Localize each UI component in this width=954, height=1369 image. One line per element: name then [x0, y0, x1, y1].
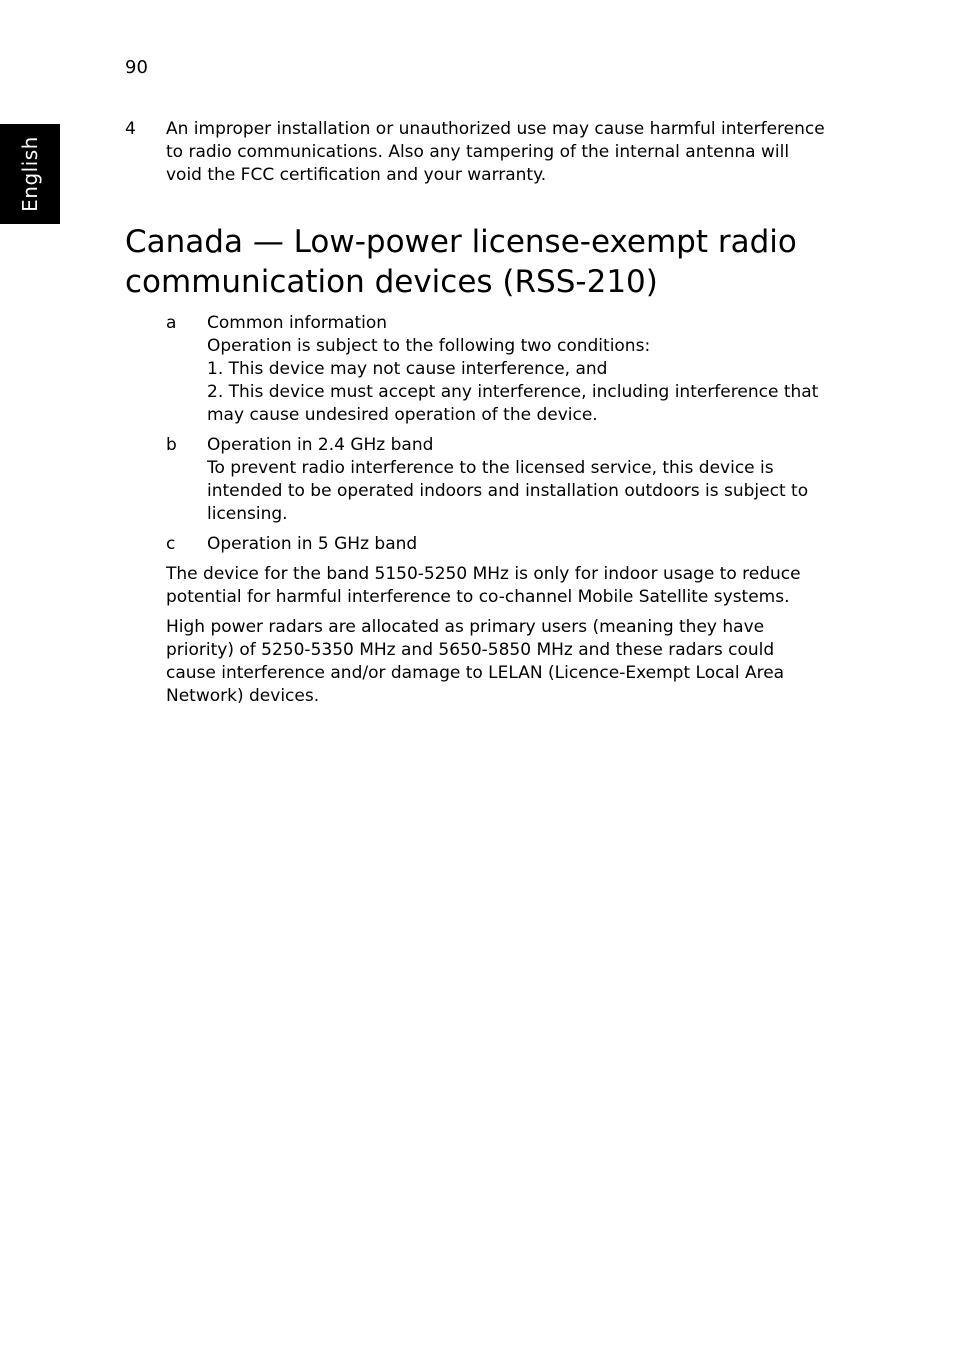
list-item-line: 2. This device must accept any interference, including interference that may cause undesired operation of the device. [207, 382, 819, 425]
list-item-line: Operation is subject to the following two conditions: [207, 336, 651, 356]
note-text: An improper installation or unauthorized use may cause harmful interference to radio communications. Also any tampering of the internal antenna will void the FCC certification and your warranty. [166, 119, 825, 185]
list-item-body [207, 434, 826, 526]
list-item-c [166, 533, 826, 556]
language-tab-label: English [18, 136, 42, 212]
condition-list [166, 312, 826, 563]
list-item-title: Common information [207, 313, 388, 333]
list-item-line: To prevent radio interference to the licensed service, this device is intended to be operated indoors and installation outdoors is subject to licensing. [207, 458, 809, 524]
list-item-title: Operation in 2.4 GHz band [207, 435, 434, 455]
list-item-body [207, 312, 826, 427]
body-paragraph: The device for the band 5150-5250 MHz is only for indoor usage to reduce potential for harmful interference to co-channel Mobile Satellite systems. [166, 564, 801, 607]
list-item-title: Operation in 5 GHz band [207, 534, 418, 554]
section-heading: Canada — Low-power license-exempt radio communication devices (RSS-210) [125, 224, 797, 300]
list-item-letter: b [166, 435, 177, 455]
list-item-a [166, 312, 826, 427]
language-tab [0, 124, 60, 224]
body-paragraphs [166, 563, 811, 715]
body-paragraph: High power radars are allocated as primary users (meaning they have priority) of 5250-5350 MHz and 5650-5850 MHz and these radars could cause interference and/or damage to LELAN (Licence-Exempt Local Area Network) devices. [166, 617, 785, 706]
list-item-body [207, 533, 826, 556]
list-item-letter: c [166, 534, 176, 554]
note-item [125, 118, 825, 187]
list-item-line: 1. This device may not cause interference, and [207, 359, 608, 379]
list-item-b [166, 434, 826, 526]
list-item-letter: a [166, 313, 177, 333]
page-number: 90 [125, 57, 148, 78]
note-number: 4 [125, 119, 136, 139]
